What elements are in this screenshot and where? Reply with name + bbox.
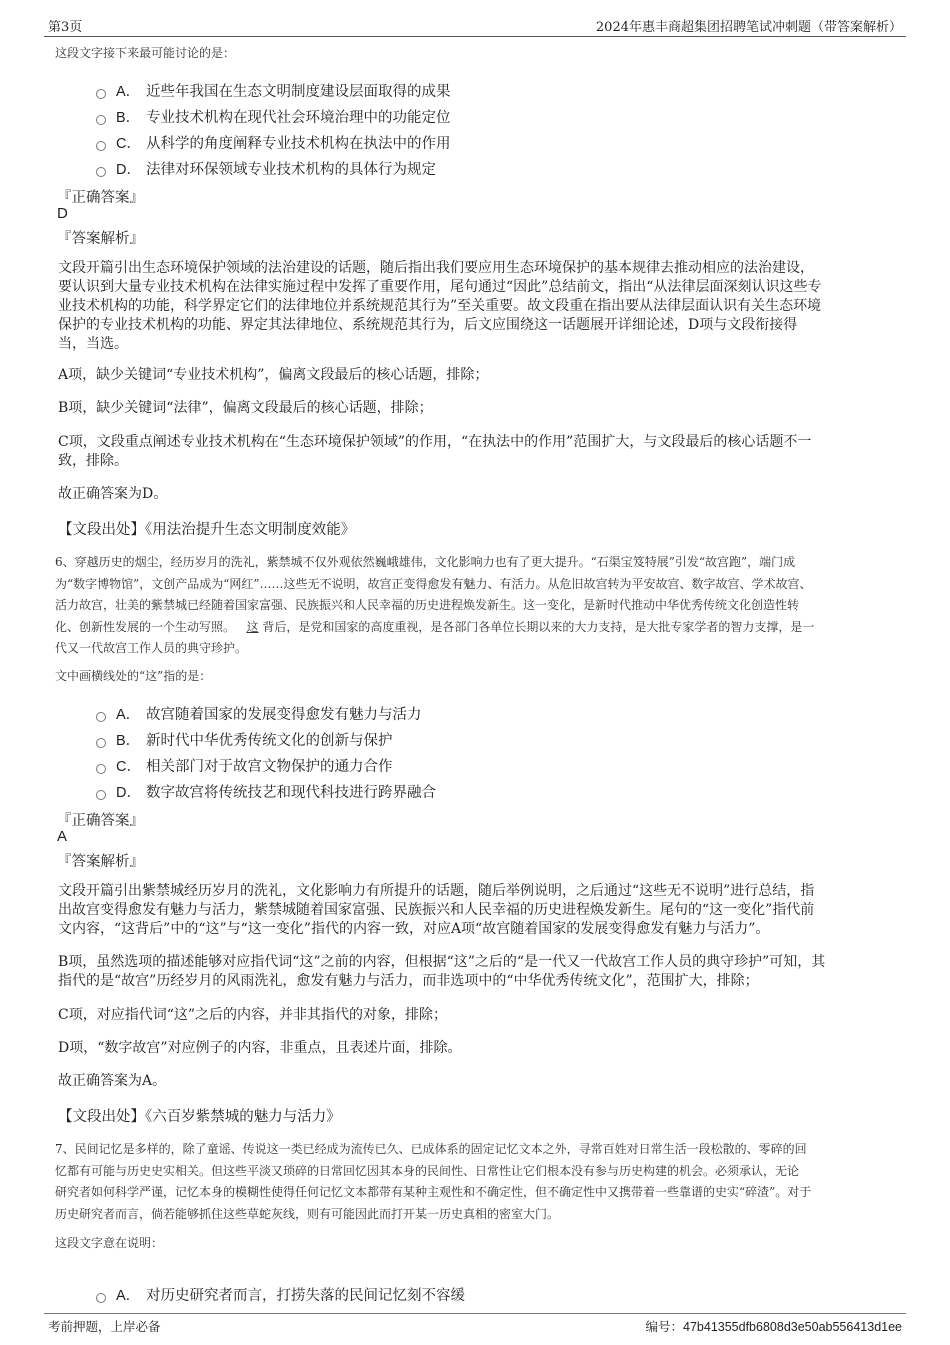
radio-icon[interactable] bbox=[96, 89, 106, 99]
q6-stem: 文中画横线处的“这”指的是： bbox=[55, 669, 212, 683]
q5-answer: D bbox=[57, 205, 68, 222]
q5-analysis-label: 『答案解析』 bbox=[57, 231, 144, 247]
q6-option-a[interactable]: A． 故宫随着国家的发展变得愈发有魅力与活力 bbox=[96, 703, 422, 724]
q7-option-a[interactable]: A． 对历史研究者而言，打捞失落的民间记忆刻不容缓 bbox=[96, 1284, 465, 1305]
radio-icon[interactable] bbox=[96, 141, 106, 151]
q5-note-a: A项，缺少关键词“专业技术机构”，偏离文段最后的核心话题，排除； bbox=[58, 367, 489, 383]
q7-stem: 这段文字意在说明： bbox=[55, 1236, 164, 1250]
page-footer bbox=[44, 1313, 906, 1336]
radio-icon[interactable] bbox=[96, 712, 106, 722]
radio-icon[interactable] bbox=[96, 167, 106, 177]
q6-answer-label: 『正确答案』 bbox=[57, 813, 144, 829]
q6-option-d[interactable]: D． 数字故宫将传统技艺和现代科技进行跨界融合 bbox=[96, 781, 436, 802]
q5-option-d[interactable]: D． 法律对环保领域专业技术机构的具体行为规定 bbox=[96, 158, 436, 179]
q6-option-c[interactable]: C． 相关部门对于故宫文物保护的通力合作 bbox=[96, 755, 393, 776]
radio-icon[interactable] bbox=[96, 764, 106, 774]
q5-conclusion: 故正确答案为D。 bbox=[58, 486, 168, 502]
q5-stem: 这段文字接下来最可能讨论的是： bbox=[55, 46, 236, 60]
q5-note-c: C项，文段重点阐述专业技术机构在“生态环境保护领域”的作用，“在执法中的作用”范围扩大，与文段最后的核心话题不一 致，排除。 bbox=[58, 434, 812, 469]
q5-analysis: 文段开篇引出生态环境保护领域的法治建设的话题，随后指出我们要应用生态环境保护的基本规律去推动相应的法治建设， 要认识到大量专业技术机构在法律实施过程中发挥了重要作用，尾句通过“因此”总结前文，指出“从法律层面深刻认识这些专 业技术机构的功能，科学界定它们的法律地位并系统规范其行为”至关重要。故文段重在指出要从法律层面认识有关生态环境 保护的专业技术机构的功能、界定其法律地位、系统规范其行为，后文应围绕这一话题展开详细论述，D项与文段衔接得 当，当选。 bbox=[58, 260, 822, 352]
q5-source: 【文段出处】《用法治提升生态文明制度效能》 bbox=[58, 522, 356, 538]
page-header bbox=[44, 14, 906, 37]
q6-note-c: C项，对应指代词“这”之后的内容，并非其指代的对象，排除； bbox=[58, 1007, 448, 1023]
q7-passage: 7、民间记忆是多样的，除了童谣、传说这一类已经成为流传已久、已成体系的固定记忆文本之外，寻常百姓对日常生活一段松散的、零碎的回 忆都有可能与历史史实相关。但这些平淡又琐碎的日常回忆因其本身的民间性、日常性让它们根本没有参与历史构建的机会。必须承认，无论 研究者如何科学严谨，记忆本身的模糊性使得任何记忆文本都带有某种主观性和不确定性，但不确定性中又携带着一些靠谱的史实“碎渣”。对于 历史研究者而言，倘若能够抓住这些草蛇灰线，则有可能因此而打开某一历史真相的密室大门。 bbox=[55, 1142, 812, 1221]
radio-icon[interactable] bbox=[96, 790, 106, 800]
q5-option-c[interactable]: C． 从科学的角度阐释专业技术机构在执法中的作用 bbox=[96, 132, 451, 153]
q6-note-b: B项，虽然选项的描述能够对应指代词“这”之前的内容，但根据“这”之后的“是一代又一代故宫工作人员的典守珍护”可知，其 指代的是“故宫”历经岁月的风雨洗礼，愈发有魅力与活力，而非选项中的“中华优秀传统文化”，范围扩大，排除； bbox=[58, 954, 826, 989]
radio-icon[interactable] bbox=[96, 738, 106, 748]
q6-source: 【文段出处】《六百岁紫禁城的魅力与活力》 bbox=[58, 1109, 341, 1125]
q6-analysis: 文段开篇引出紫禁城经历岁月的洗礼，文化影响力有所提升的话题，随后举例说明，之后通过“这些无不说明”进行总结，指 出故宫变得愈发有魅力与活力，紫禁城随着国家富强、民族振兴和人民幸福的历史进程焕发新生。尾句的“这一变化”指代前 文内容，“这背后”中的“这”与“这一变化”指代的内容一致，对应A项“故宫随着国家的发展变得愈发有魅力与活力”。 bbox=[58, 883, 815, 937]
page-number: 第3页 bbox=[48, 20, 83, 35]
footer-slogan: 考前押题，上岸必备 bbox=[48, 1319, 161, 1334]
q6-passage: 6、穿越历史的烟尘，经历岁月的洗礼，紫禁城不仅外观依然巍峨雄伟，文化影响力也有了更大提升。“石渠宝笈特展”引发“故宫跑”，端门成 为“数字博物馆”，文创产品成为“网红”……这些无不说明，故宫正变得愈发有魅力、有活力。从危旧故宫转为平安故宫、数字故宫、学术故宫、 活力故宫，壮美的紫禁城已经随着国家富强、民族振兴和人民幸福的历史进程焕发新生。这一变化，是新时代推动中华优秀传统文化创造性转 化、创新性发展的一个生动写照。 这 背后，是党和国家的高度重视，是各部门各单位长期以来的大力支持，是大批专家学者的智力支撑，是一 代又一代故宫工作人员的典守珍护。 bbox=[55, 555, 815, 655]
document-title: 2024年惠丰商超集团招聘笔试冲刺题（带答案解析） bbox=[595, 20, 902, 35]
q5-option-b[interactable]: B． 专业技术机构在现代社会环境治理中的功能定位 bbox=[96, 106, 451, 127]
document-id: 编号：47b41355dfb6808d3e50ab556413d1ee bbox=[645, 1320, 902, 1334]
radio-icon[interactable] bbox=[96, 115, 106, 125]
q5-option-a[interactable]: A． 近些年我国在生态文明制度建设层面取得的成果 bbox=[96, 80, 451, 101]
underlined-word: 这 bbox=[246, 619, 259, 634]
q6-conclusion: 故正确答案为A。 bbox=[58, 1073, 167, 1089]
q6-answer: A bbox=[57, 828, 68, 845]
q6-analysis-label: 『答案解析』 bbox=[57, 854, 144, 870]
q6-note-d: D项，“数字故宫”对应例子的内容，非重点，且表述片面，排除。 bbox=[58, 1040, 462, 1056]
q5-note-b: B项，缺少关键词“法律”，偏离文段最后的核心话题，排除； bbox=[58, 400, 433, 416]
q6-option-b[interactable]: B． 新时代中华优秀传统文化的创新与保护 bbox=[96, 729, 393, 750]
radio-icon[interactable] bbox=[96, 1293, 106, 1303]
q5-answer-label: 『正确答案』 bbox=[57, 190, 144, 206]
